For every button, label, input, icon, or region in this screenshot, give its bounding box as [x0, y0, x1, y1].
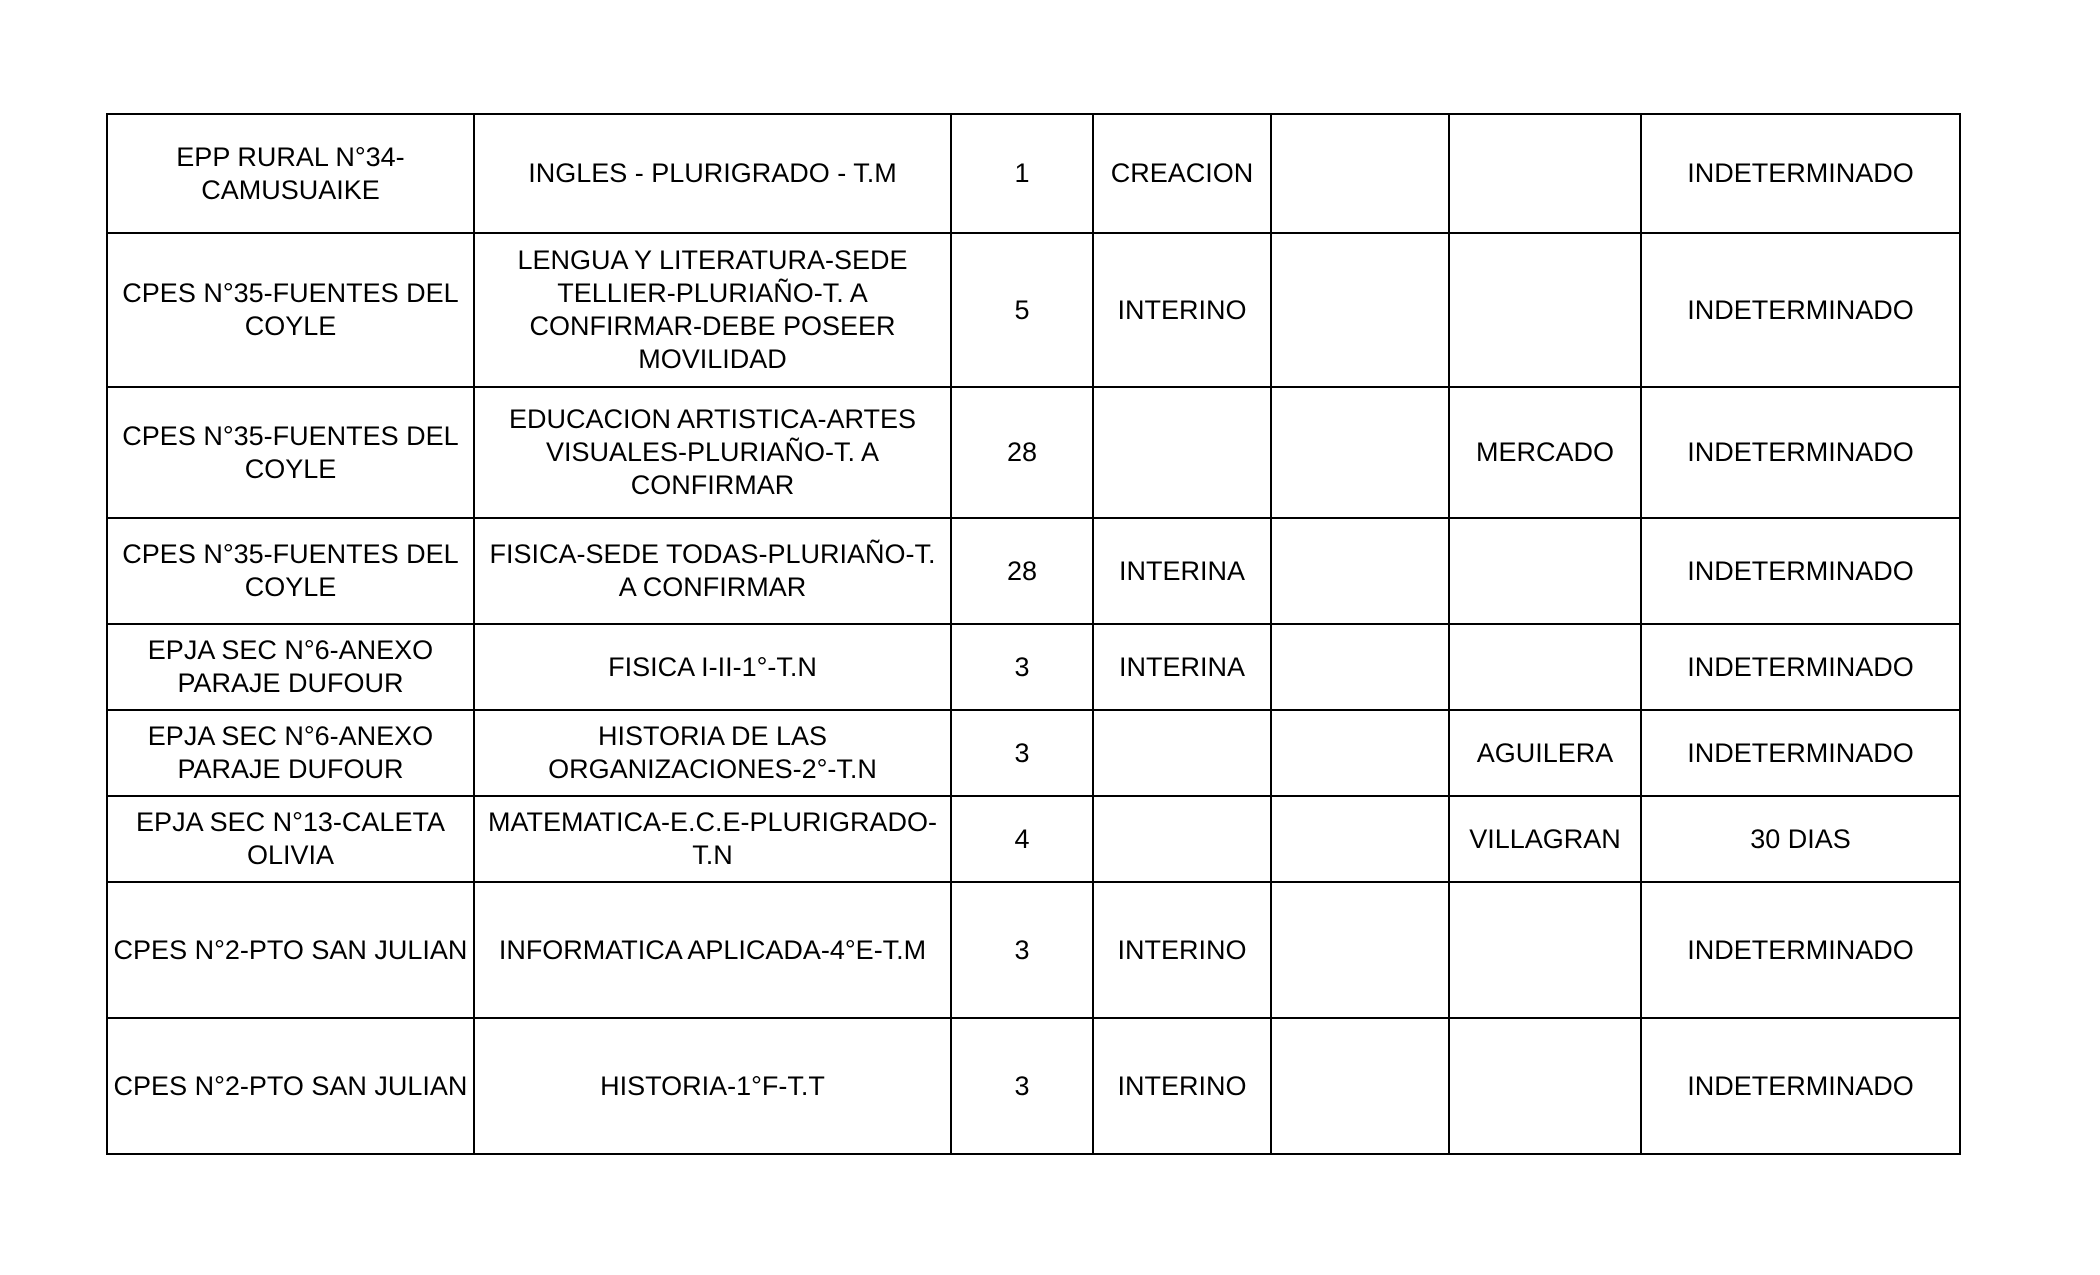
hours-cell: 5 [951, 233, 1093, 387]
teacher-cell [1449, 1018, 1641, 1154]
school-cell: EPJA SEC N°6-ANEXO PARAJE DUFOUR [107, 710, 474, 796]
teacher-cell: AGUILERA [1449, 710, 1641, 796]
school-cell: CPES N°35-FUENTES DEL COYLE [107, 233, 474, 387]
duration-cell: 30 DIAS [1641, 796, 1960, 882]
empty-cell [1271, 387, 1449, 518]
hours-cell: 1 [951, 114, 1093, 233]
school-cell: EPJA SEC N°6-ANEXO PARAJE DUFOUR [107, 624, 474, 710]
hours-cell: 3 [951, 710, 1093, 796]
subject-cell: FISICA I-II-1°-T.N [474, 624, 951, 710]
empty-cell [1271, 882, 1449, 1018]
status-cell: INTERINO [1093, 1018, 1271, 1154]
duration-cell: INDETERMINADO [1641, 1018, 1960, 1154]
teacher-cell: VILLAGRAN [1449, 796, 1641, 882]
table-row [107, 233, 1960, 387]
school-cell: EPP RURAL N°34-CAMUSUAIKE [107, 114, 474, 233]
status-cell: INTERINA [1093, 624, 1271, 710]
table-row [107, 1018, 1960, 1154]
table-row [107, 114, 1960, 233]
status-cell: INTERINA [1093, 518, 1271, 624]
school-cell: EPJA SEC N°13-CALETA OLIVIA [107, 796, 474, 882]
teacher-cell [1449, 114, 1641, 233]
school-cell: CPES N°2-PTO SAN JULIAN [107, 1018, 474, 1154]
subject-cell: FISICA-SEDE TODAS-PLURIAÑO-T. A CONFIRMAR [474, 518, 951, 624]
empty-cell [1271, 796, 1449, 882]
status-cell: INTERINO [1093, 882, 1271, 1018]
school-cell: CPES N°35-FUENTES DEL COYLE [107, 518, 474, 624]
teacher-cell [1449, 518, 1641, 624]
hours-cell: 3 [951, 1018, 1093, 1154]
school-cell: CPES N°35-FUENTES DEL COYLE [107, 387, 474, 518]
duration-cell: INDETERMINADO [1641, 387, 1960, 518]
duration-cell: INDETERMINADO [1641, 710, 1960, 796]
status-cell: INTERINO [1093, 233, 1271, 387]
table-row [107, 387, 1960, 518]
empty-cell [1271, 624, 1449, 710]
vacancy-table [106, 113, 1961, 1155]
status-cell [1093, 796, 1271, 882]
duration-cell: INDETERMINADO [1641, 624, 1960, 710]
status-cell: CREACION [1093, 114, 1271, 233]
subject-cell: HISTORIA-1°F-T.T [474, 1018, 951, 1154]
duration-cell: INDETERMINADO [1641, 233, 1960, 387]
hours-cell: 4 [951, 796, 1093, 882]
subject-cell: LENGUA Y LITERATURA-SEDE TELLIER-PLURIAÑO-T. A CONFIRMAR-DEBE POSEER MOVILIDAD [474, 233, 951, 387]
table-row [107, 624, 1960, 710]
hours-cell: 28 [951, 518, 1093, 624]
hours-cell: 3 [951, 624, 1093, 710]
subject-cell: HISTORIA DE LAS ORGANIZACIONES-2°-T.N [474, 710, 951, 796]
subject-cell: INFORMATICA APLICADA-4°E-T.M [474, 882, 951, 1018]
table-row [107, 796, 1960, 882]
teacher-cell: MERCADO [1449, 387, 1641, 518]
subject-cell: MATEMATICA-E.C.E-PLURIGRADO-T.N [474, 796, 951, 882]
teacher-cell [1449, 233, 1641, 387]
table-row [107, 882, 1960, 1018]
table-row [107, 518, 1960, 624]
subject-cell: EDUCACION ARTISTICA-ARTES VISUALES-PLURIAÑO-T. A CONFIRMAR [474, 387, 951, 518]
duration-cell: INDETERMINADO [1641, 882, 1960, 1018]
status-cell [1093, 387, 1271, 518]
empty-cell [1271, 710, 1449, 796]
empty-cell [1271, 518, 1449, 624]
duration-cell: INDETERMINADO [1641, 518, 1960, 624]
empty-cell [1271, 233, 1449, 387]
duration-cell: INDETERMINADO [1641, 114, 1960, 233]
document-sheet [106, 113, 1961, 1155]
table-row [107, 710, 1960, 796]
teacher-cell [1449, 624, 1641, 710]
empty-cell [1271, 114, 1449, 233]
teacher-cell [1449, 882, 1641, 1018]
status-cell [1093, 710, 1271, 796]
hours-cell: 28 [951, 387, 1093, 518]
subject-cell: INGLES - PLURIGRADO - T.M [474, 114, 951, 233]
hours-cell: 3 [951, 882, 1093, 1018]
empty-cell [1271, 1018, 1449, 1154]
school-cell: CPES N°2-PTO SAN JULIAN [107, 882, 474, 1018]
